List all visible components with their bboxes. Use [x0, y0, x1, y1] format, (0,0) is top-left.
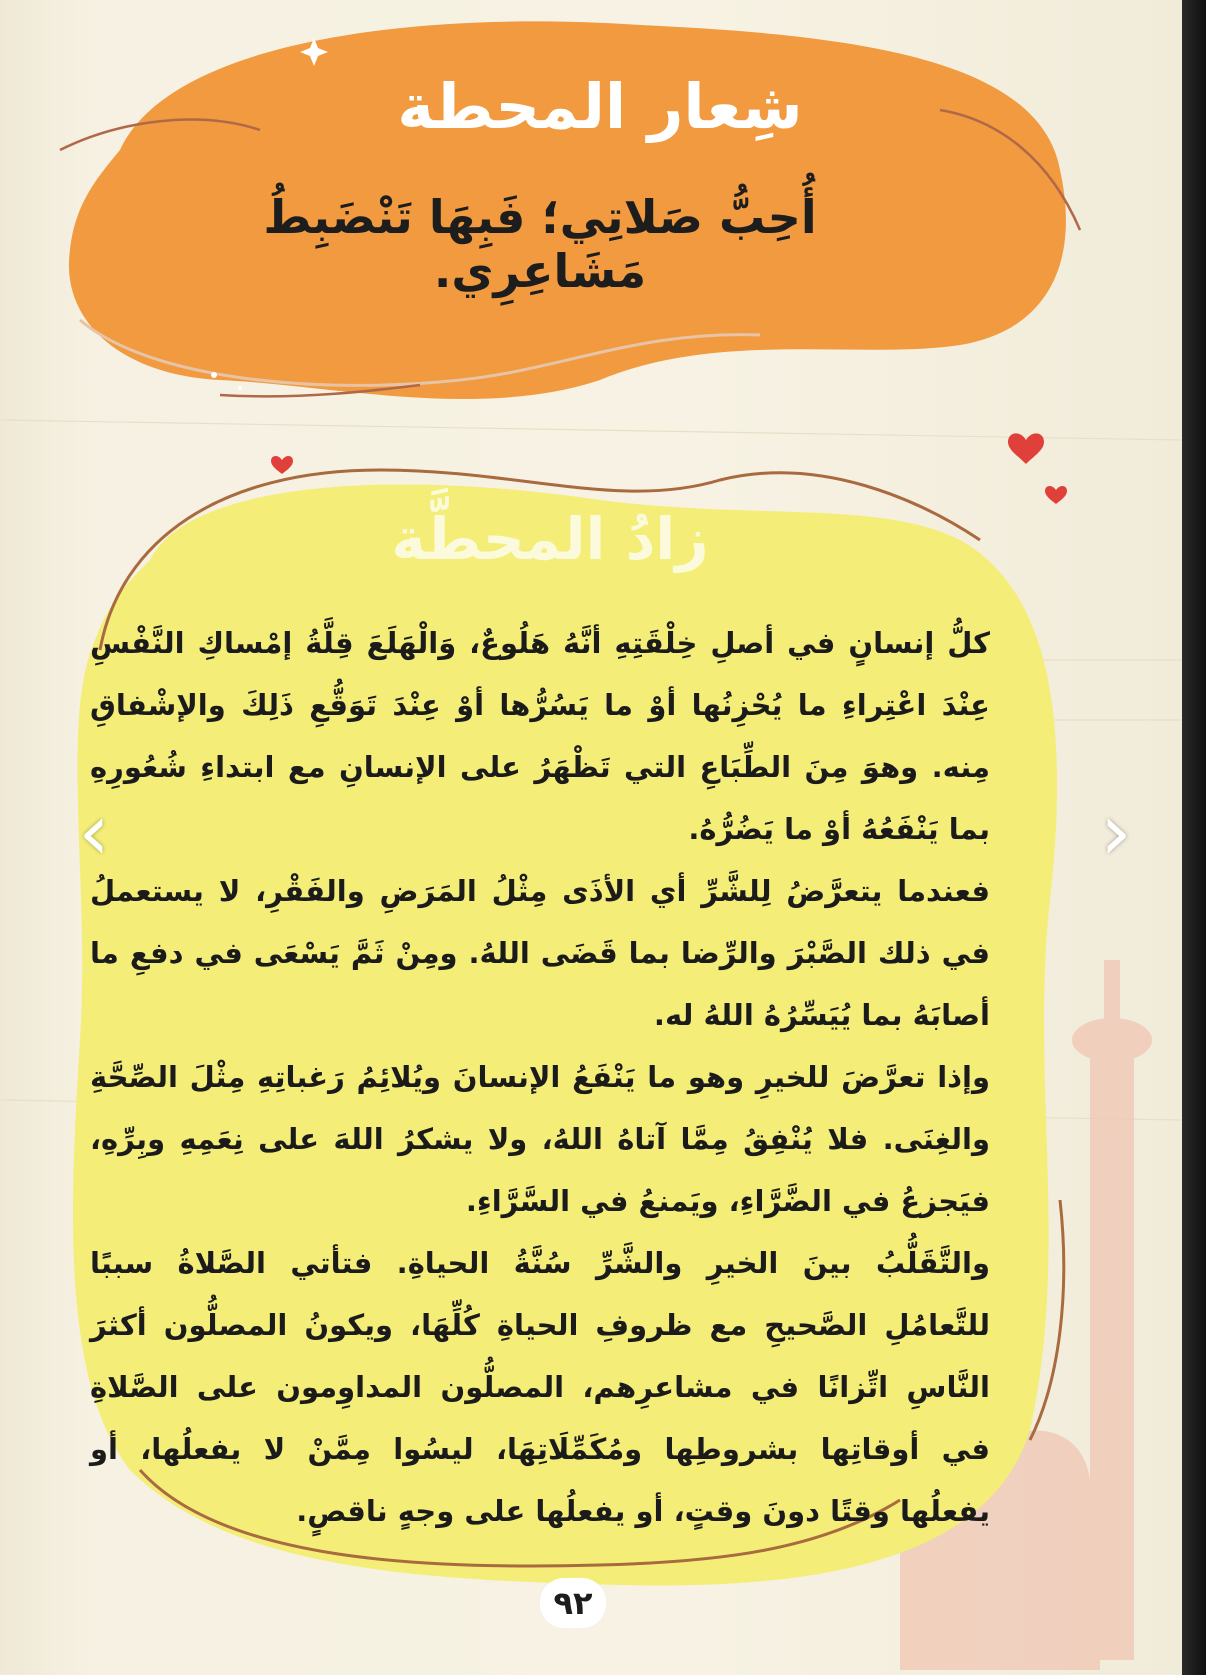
paragraph-1: كلُّ إنسانٍ في أصلِ خِلْقَتِهِ أنَّهُ هَلُوعٌ، وَالْهَلَعَ قِلَّةُ إمْساكِ النَّفْسِ عِنْدَ اعْتِراءِ ما يُحْزِنُها أوْ ما يَسُرُّها أوْ عِنْدَ تَوَقُّعِ ذَلِكَ والإشْفاقِ مِنه. وهوَ مِنَ الطِّبَاعِ التي تَظْهَرُ على الإنسانِ مع ابتداءِ شُعُورِهِ بما يَنْفَعُهُ أوْ ما يَضُرُّهُ.: [90, 626, 990, 846]
page-edge: [1182, 0, 1206, 1675]
paragraph-4: والتَّقَلُّبُ بينَ الخيرِ والشَّرِّ سُنَّةُ الحياةِ. فتأتي الصَّلاةُ سببًا للتَّعامُلِ الصَّحيحِ مع ظروفِ الحياةِ كُلِّهَا، ويكونُ المصلُّون أكثرَ النَّاسِ اتِّزانًا في مشاعرِهم، المصلُّون المداوِمون على الصَّلاةِ في أوقاتِها بشروطِها ومُكَمِّلَاتِهَا، ليسُوا مِمَّنْ لا يفعلُها، أو يفعلُها وقتًا دونَ وقتٍ، أو يفعلُها على وجهٍ ناقصٍ.: [90, 1246, 990, 1528]
slogan-text: أُحِبُّ صَلاتِي؛ فَبِهَا تَنْضَبِطُ مَشَاعِرِي.: [263, 190, 817, 298]
paragraph-3: وإذا تعرَّضَ للخيرِ وهو ما يَنْفَعُ الإنسانَ ويُلائِمُ رَغباتِهِ مِثْلَ الصِّحَّةِ والغِنَى. فلا يُنْفِقُ مِمَّا آتاهُ اللهُ، ولا يشكرُ اللهَ على نِعَمِهِ وبِرِّهِ، فيَجزعُ في الضَّرَّاءِ، ويَمنعُ في السَّرَّاءِ.: [90, 1060, 990, 1218]
next-page-button[interactable]: [1088, 790, 1144, 876]
provision-body: [90, 612, 990, 1542]
provision-title: زادُ المحطَّة: [391, 505, 709, 573]
chevron-left-icon: ‹: [78, 788, 110, 878]
previous-page-button[interactable]: [66, 790, 122, 876]
paragraph-2: فعندما يتعرَّضُ لِلشَّرِّ أي الأذَى مِثْلُ المَرَضِ والفَقْرِ، لا يستعملُ في ذلك الصَّبْرَ والرِّضا بما قَضَى اللهُ. ومِنْ ثَمَّ يَسْعَى في دفعِ ما أصابَهُ بما يُيَسِّرُهُ اللهُ له.: [90, 874, 990, 1032]
chevron-right-icon: ›: [1100, 788, 1132, 878]
slogan-title: شِعار المحطة: [397, 70, 803, 143]
page-number: ٩٢: [540, 1578, 606, 1628]
